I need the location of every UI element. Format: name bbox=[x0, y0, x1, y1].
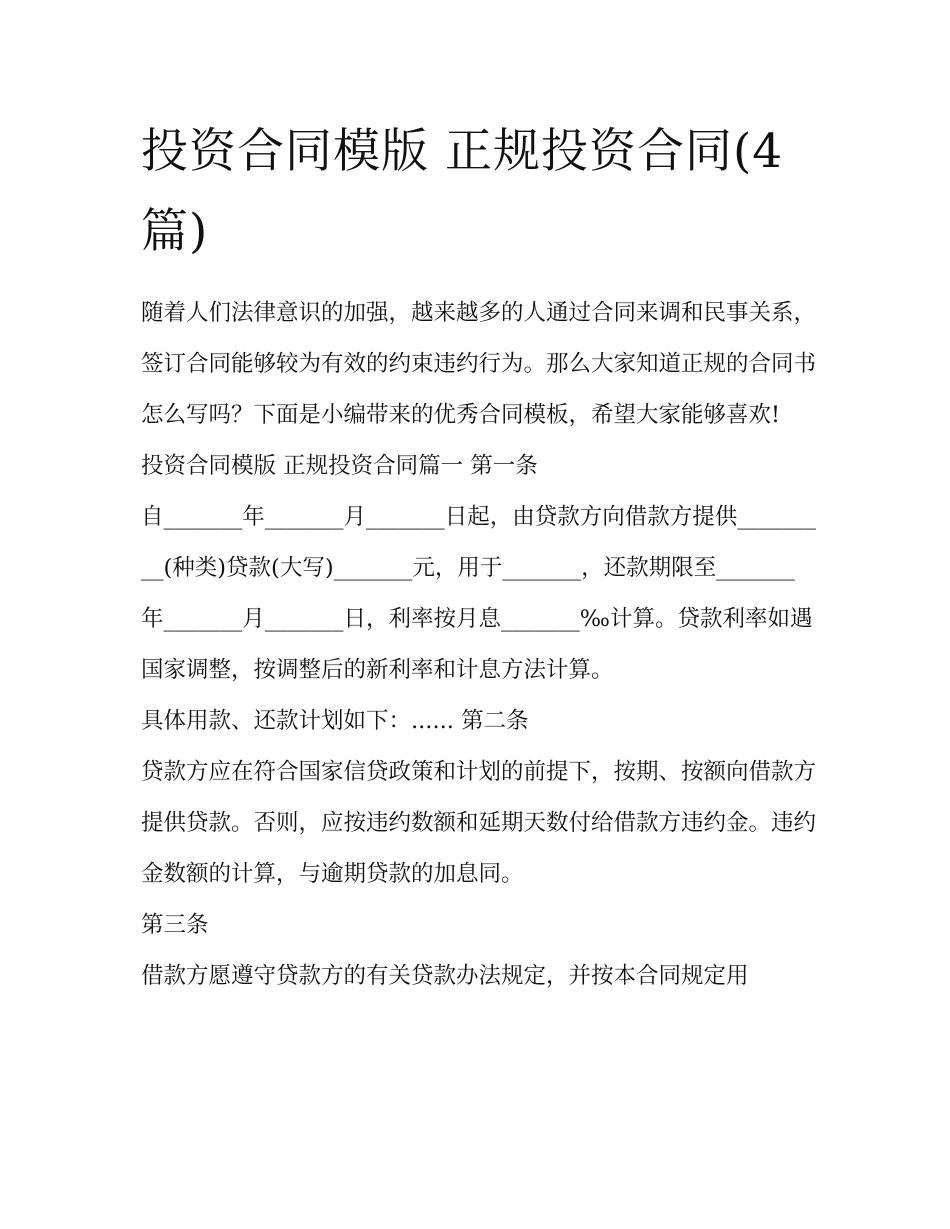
article-3-paragraph: 借款方愿遵守贷款方的有关贷款办法规定，并按本合同规定用 bbox=[141, 963, 749, 989]
document-title: 投资合同模版 正规投资合同(4篇) bbox=[141, 124, 784, 259]
article-2-paragraph: 贷款方应在符合国家信贷政策和计划的前提下，按期、按额向借款方提供贷款。否则，应按违约数额和延期天数付给借款方违约金。违约金数额的计算，与逾期贷款的加息同。 bbox=[141, 759, 817, 887]
document-page bbox=[141, 112, 816, 1002]
intro-paragraph: 随着人们法律意识的加强，越来越多的人通过合同来调和民事关系，签订合同能够较为有效的约束违约行为。那么大家知道正规的合同书怎么写吗？下面是小编带来的优秀合同模板，希望大家能够喜欢! bbox=[141, 300, 817, 428]
section-heading-article-1: 投资合同模版 正规投资合同篇一 第一条 bbox=[141, 453, 538, 479]
section-heading-article-2: 具体用款、还款计划如下：...... 第二条 bbox=[141, 708, 529, 734]
section-heading-article-3: 第三条 bbox=[141, 912, 209, 938]
article-1-paragraph: 自_______年_______月_______日起，由贷款方向借款方提供_________(种类)贷款(大写)_______元，用于_______，还款期限至_______年_______月_______日，利率按月息_______‰计算。贷款利率如遇国家调整，按调整后的新利率和计息方法计算。 bbox=[141, 504, 817, 683]
